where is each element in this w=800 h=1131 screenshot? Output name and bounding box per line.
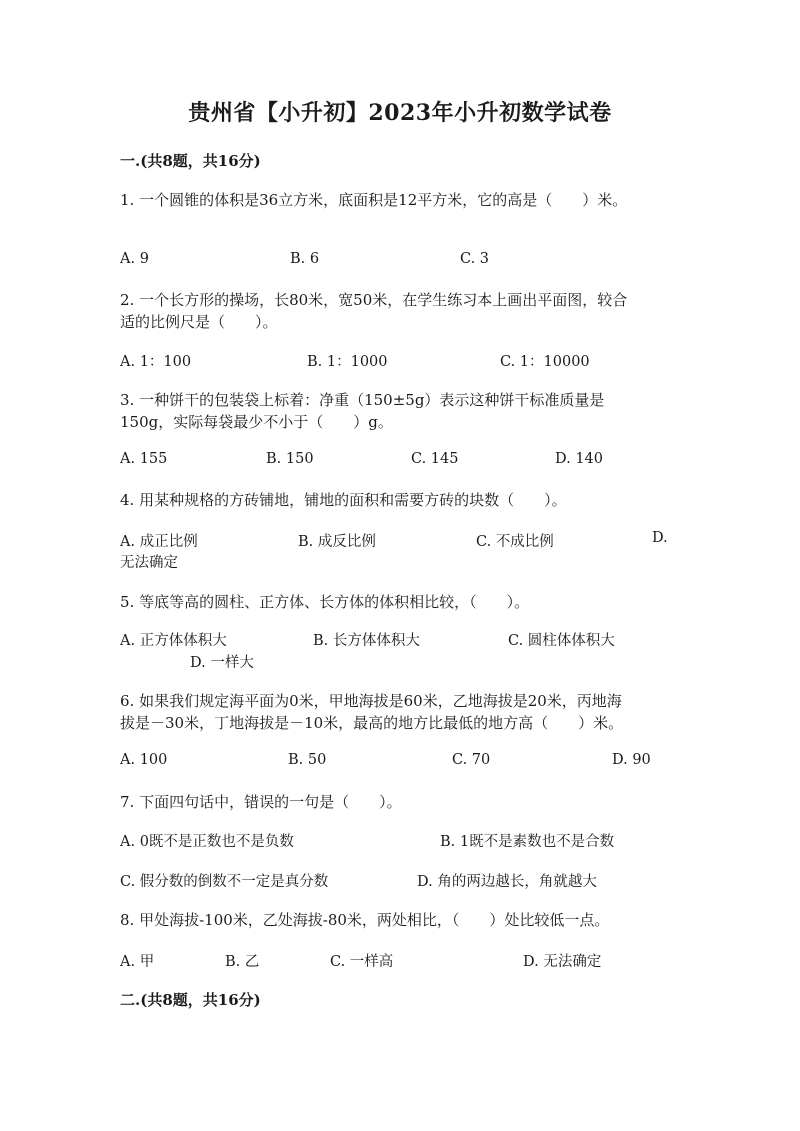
question-2-option-c: C. 1：10000	[500, 354, 590, 370]
question-4-option-d: D.	[652, 530, 668, 546]
question-4-option-d-text: 无法确定	[120, 555, 178, 571]
question-6-text-line-1: 6. 如果我们规定海平面为0米，甲地海拔是60米，乙地海拔是20米，丙地海	[120, 692, 622, 710]
question-5-option-d: D. 一样大	[190, 655, 254, 671]
question-1-option-b: B. 6	[290, 251, 320, 267]
question-7-option-c: C. 假分数的倒数不一定是真分数	[120, 874, 329, 890]
section-heading-1: 一.(共8题，共16分)	[120, 152, 261, 170]
question-5-option-c: C. 圆柱体体积大	[508, 633, 615, 649]
question-7-option-b: B. 1既不是素数也不是合数	[440, 834, 615, 850]
question-8-option-d: D. 无法确定	[523, 954, 602, 970]
question-7-option-a: A. 0既不是正数也不是负数	[120, 834, 294, 850]
section-heading-2: 二.(共8题，共16分)	[120, 991, 261, 1009]
question-6-text-line-2: 拔是－30米，丁地海拔是－10米，最高的地方比最低的地方高（ ）米。	[120, 714, 624, 732]
exam-title: 贵州省【小升初】2023年小升初数学试卷	[188, 100, 612, 126]
question-4-text: 4. 用某种规格的方砖铺地，铺地的面积和需要方砖的块数（ ）。	[120, 491, 567, 509]
question-6-option-a: A. 100	[120, 752, 168, 768]
question-4-option-c: C. 不成比例	[476, 534, 554, 550]
question-4-option-b: B. 成反比例	[298, 534, 376, 550]
question-8-option-a: A. 甲	[120, 954, 155, 970]
question-3-text-line-1: 3. 一种饼干的包装袋上标着：净重（150±5g）表示这种饼干标准质量是	[120, 391, 605, 409]
question-4-option-a: A. 成正比例	[120, 534, 198, 550]
question-7-option-d: D. 角的两边越长，角就越大	[417, 874, 597, 890]
question-3-option-d: D. 140	[555, 451, 604, 467]
question-8-text: 8. 甲处海拔-100米，乙处海拔-80米，两处相比，（ ）处比较低一点。	[120, 911, 610, 929]
question-2-option-a: A. 1：100	[120, 354, 192, 370]
question-5-option-a: A. 正方体体积大	[120, 633, 227, 649]
question-5-option-b: B. 长方体体积大	[313, 633, 420, 649]
question-3-text-line-2: 150g，实际每袋最少不小于（ ）g。	[120, 413, 393, 431]
question-7-text: 7. 下面四句话中，错误的一句是（ ）。	[120, 793, 402, 811]
question-1-option-a: A. 9	[120, 251, 149, 267]
question-2-text-line-2: 适的比例尺是（ ）。	[120, 313, 278, 331]
question-3-option-b: B. 150	[266, 451, 314, 467]
question-2-text-line-1: 2. 一个长方形的操场，长80米，宽50米，在学生练习本上画出平面图，较合	[120, 291, 628, 309]
question-8-option-c: C. 一样高	[330, 954, 394, 970]
question-3-option-a: A. 155	[120, 451, 168, 467]
question-8-option-b: B. 乙	[225, 954, 260, 970]
question-6-option-c: C. 70	[452, 752, 491, 768]
question-2-option-b: B. 1：1000	[307, 354, 388, 370]
question-6-option-b: B. 50	[288, 752, 327, 768]
question-6-option-d: D. 90	[612, 752, 651, 768]
question-1-option-c: C. 3	[460, 251, 490, 267]
question-5-text: 5. 等底等高的圆柱、正方体、长方体的体积相比较，（ ）。	[120, 593, 530, 611]
question-3-option-c: C. 145	[411, 451, 459, 467]
question-1-text: 1. 一个圆锥的体积是36立方米，底面积是12平方米，它的高是（ ）米。	[120, 191, 628, 209]
